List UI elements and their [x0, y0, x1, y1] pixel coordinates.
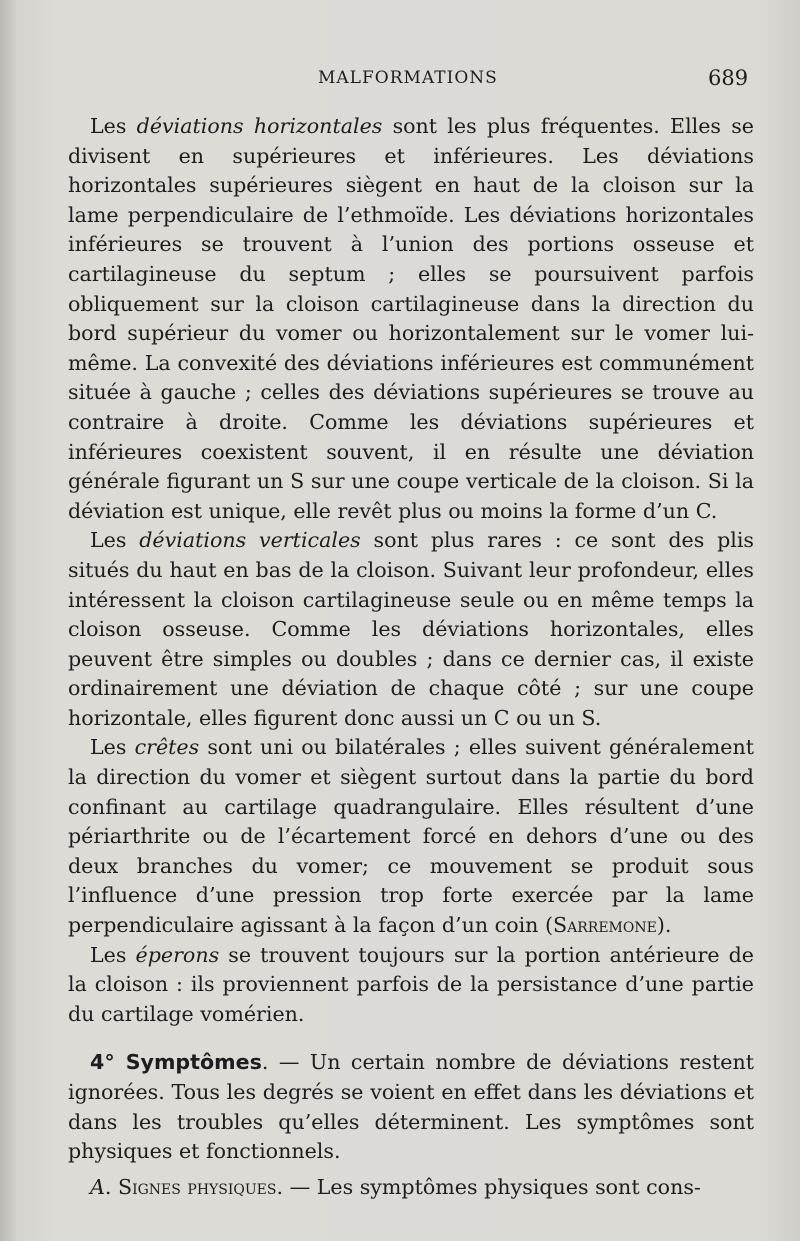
author-name: Sarremone — [553, 913, 657, 938]
paragraph-horizontal-deviations — [68, 112, 754, 526]
italic-term: déviations horizontales — [136, 114, 383, 138]
section-heading: 4° Symptômes — [90, 1050, 262, 1075]
page-number: 689 — [708, 66, 749, 90]
paragraph-symptoms — [68, 1048, 754, 1166]
italic-term: éperons — [135, 942, 220, 967]
text-run: sont les plus fréquentes. Elles se divisent en supérieures et inférieures. Les déviations horizontales supérieures siègent en haut de la cloison sur la lame perpendiculaire de l’ethmoïde. Les déviations horizontales inférieures se trouvent à l’union des portions osseuse et cartilagineuse du septum ; elles se poursuivent parfois obliquement sur la cloison cartilagineuse dans la direction du bord supérieur du vomer ou horizontalement sur le vomer lui-même. La convexité des déviations inférieures est communément située à gauche ; celles des déviations supérieures se trouve au contraire à droite. Comme les déviations supérieures et inférieures coexistent souvent, il en résulte une déviation générale figurant un S sur une coupe verticale de la cloison. Si la déviation est unique, elle revêt plus ou moins la forme d’un C. — [68, 114, 754, 523]
page-header — [0, 64, 800, 94]
paragraph-physical-signs — [68, 1173, 754, 1203]
italic-term: déviations verticales — [139, 528, 361, 553]
text-run: sont plus rares : ce sont des plis situés du haut en bas de la cloison. Suivant leur profondeur, elles intéressent la cloison cartilagineuse seule ou en même temps la cloison osseuse. Comme les déviations horizontales, elles peuvent être simples ou doubles ; dans ce dernier cas, il existe ordinairement une déviation de chaque côté ; sur une coupe horizontale, elles figurent donc aussi un C ou un S. — [68, 528, 754, 730]
paragraph-vertical-deviations — [68, 526, 754, 733]
text-run: . — [104, 1174, 118, 1199]
running-title: MALFORMATIONS — [318, 68, 498, 88]
text-run: . — Un certain nombre de déviations restent ignorées. Tous les degrés se voient en effet dans les déviations et dans les troubles qu’elles déterminent. Les symptômes sont physiques et fonctionnels. — [68, 1050, 754, 1164]
text-run: ). — [656, 913, 672, 938]
text-run: Les — [90, 528, 140, 553]
text-run: Les — [90, 735, 135, 760]
subsection-heading: Signes physiques — [117, 1174, 277, 1199]
text-run: sont uni ou bilatérales ; elles suivent généralement la direction du vomer et siègent surtout dans la partie du bord confinant au cartilage quadrangulaire. Elles résultent d’une périarthrite ou de l’écartement forcé en dehors d’une ou des deux branches du vomer; ce mouvement se produit sous l’influence d’une pression trop forte exercée par la lame perpendiculaire agissant à la façon d’un coin ( — [68, 735, 754, 938]
body-text — [68, 112, 754, 1202]
paragraph-crests — [68, 733, 754, 940]
paragraph-spurs — [68, 941, 754, 1030]
text-run: Les — [90, 942, 136, 967]
italic-term: crêtes — [134, 735, 200, 760]
text-run: Les — [90, 114, 137, 138]
text-run: se trouvent toujours sur la portion antérieure de la cloison : ils proviennent parfois de la persistance d’une partie du cartilage vomérien. — [68, 942, 754, 1026]
text-run: . — Les symptômes physiques sont cons- — [276, 1174, 701, 1199]
subsection-letter: A — [90, 1174, 105, 1199]
